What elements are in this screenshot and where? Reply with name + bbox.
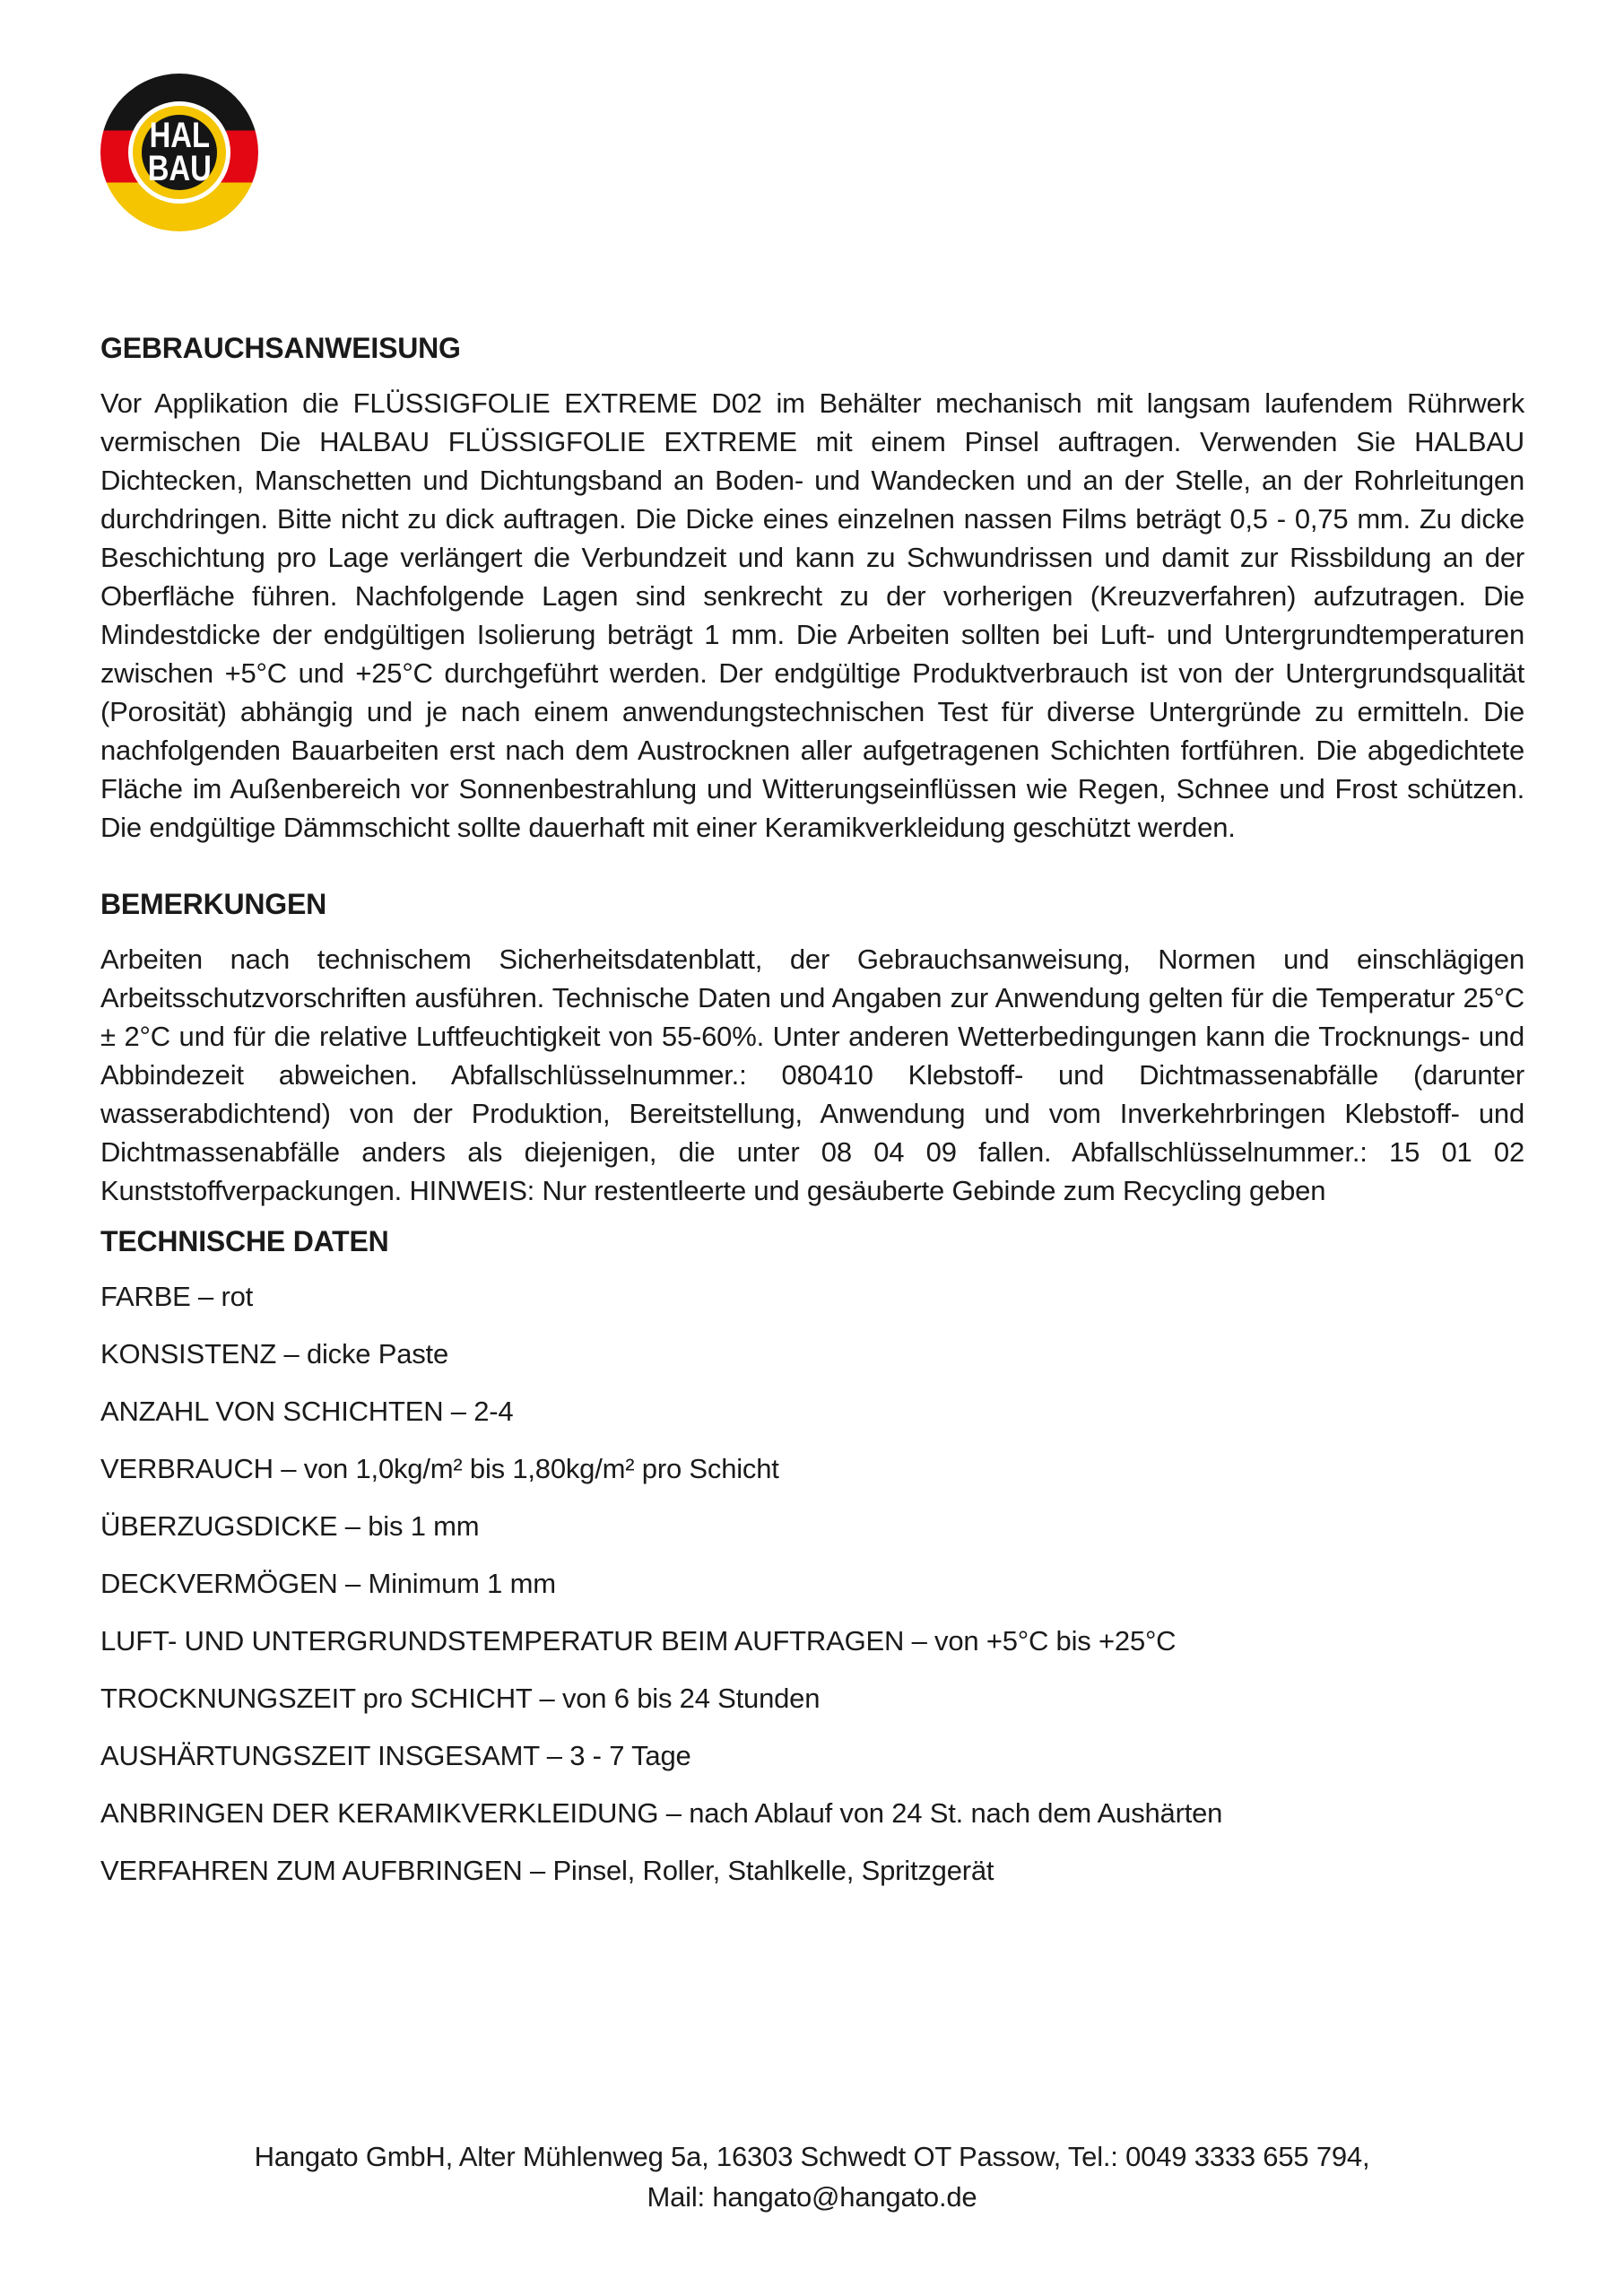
paragraph-gebrauchsanweisung: Vor Applikation die FLÜSSIGFOLIE EXTREME D02 im Behälter mechanisch mit langsam laufendem Rührwerk vermischen Die HALBAU FLÜSSIGFOLIE EXTREME mit einem Pinsel auftragen. Verwenden Sie HALBAU Dichtecken, Manschetten und Dichtungsband an Boden- und Wandecken und an der Stelle, an der Rohrleitungen durchdringen. Bitte nicht zu dick auftragen. Die Dicke eines einzelnen nassen Films beträgt 0,5 - 0,75 mm. Zu dicke Beschichtung pro Lage verlängert die Verbundzeit und kann zu Schwundrissen und damit zur Rissbildung an der Oberfläche führen. Nachfolgende Lagen sind senkrecht zu der vorherigen (Kreuzverfahren) aufzutragen. Die Mindestdicke der endgültigen Isolierung beträgt 1 mm. Die Arbeiten sollten bei Luft- und Untergrundtemperaturen zwischen +5°C und +25°C durchgeführt werden. Der endgültige Produktverbrauch ist von der Untergrundsqualität (Porosität) abhängig und je nach einem anwendungstechnischen Test für diverse Untergründe zu ermitteln. Die nachfolgenden Bauarbeiten erst nach dem Austrocknen aller aufgetragenen Schichten fortführen. Die abgedichtete Fläche im Außenbereich vor Sonnenbestrahlung und Witterungseinflüssen wie Regen, Schnee und Frost schützen. Die endgültige Dämmschicht sollte dauerhaft mit einer Keramikverkleidung geschützt werden. [100,387,1524,843]
tech-data-item-verfahren: VERFAHREN ZUM AUFBRINGEN – Pinsel, Roller, Stahlkelle, Spritzgerät [100,1855,994,1886]
tech-data-item-verbrauch: VERBRAUCH – von 1,0kg/m² bis 1,80kg/m² pro Schicht [100,1453,779,1484]
logo-text-line1: HAL [149,116,210,155]
section-heading-technische-daten: TECHNISCHE DATEN [100,1225,389,1257]
section-heading-bemerkungen: BEMERKUNGEN [100,888,327,920]
section-heading-gebrauchsanweisung: GEBRAUCHSANWEISUNG [100,332,461,364]
footer-company-line: Hangato GmbH, Alter Mühlenweg 5a, 16303 Schwedt OT Passow, Tel.: 0049 3333 655 794, [254,2141,1370,2172]
footer-mail-line: Mail: hangato@hangato.de [647,2181,977,2213]
logo-text [147,116,212,188]
tech-data-item-deckvermoegen: DECKVERMÖGEN – Minimum 1 mm [100,1568,556,1599]
logo-text-line2: BAU [147,149,212,188]
halbau-logo [100,74,258,231]
footer [0,2136,1624,2217]
paragraph-bemerkungen: Arbeiten nach technischem Sicherheitsdatenblatt, der Gebrauchsanweisung, Normen und einschlägigen Arbeitsschutzvorschriften ausführen. Technische Daten und Angaben zur Anwendung gelten für die Temperatur 25°C ± 2°C und für die relative Luftfeuchtigkeit von 55-60%. Unter anderen Wetterbedingungen kann die Trocknungs- und Abbindezeit abweichen. Abfallschlüsselnummer.: 080410 Klebstoff- und Dichtmassenabfälle (darunter wasserabdichtend) von der Produktion, Bereitstellung, Anwendung und vom Inverkehrbringen Klebstoff- und Dichtmassenabfälle anders als diejenigen, die unter 08 04 09 fallen. Abfallschlüsselnummer.: 15 01 02 Kunststoffverpackungen. HINWEIS: Nur restentleerte und gesäuberte Gebinde zum Recycling geben [100,944,1524,1206]
halbau-logo-inner-disc [133,106,226,199]
tech-data-item-farbe: FARBE – rot [100,1281,254,1312]
tech-data-list [100,1277,1524,1909]
tech-data-item-konsistenz: KONSISTENZ – dicke Paste [100,1338,448,1370]
tech-data-item-keramikverkleidung: ANBRINGEN DER KERAMIKVERKLEIDUNG – nach Ablauf von 24 St. nach dem Aushärten [100,1797,1223,1829]
tech-data-item-trocknungszeit: TROCKNUNGSZEIT pro SCHICHT – von 6 bis 24 Stunden [100,1683,821,1714]
tech-data-item-aushaertungszeit: AUSHÄRTUNGSZEIT INSGESAMT – 3 - 7 Tage [100,1740,691,1771]
tech-data-item-ueberzugsdicke: ÜBERZUGSDICKE – bis 1 mm [100,1510,480,1542]
tech-data-item-temperatur: LUFT- UND UNTERGRUNDSTEMPERATUR BEIM AUFTRAGEN – von +5°C bis +25°C [100,1625,1177,1657]
tech-data-item-schichten: ANZAHL VON SCHICHTEN – 2-4 [100,1396,514,1427]
